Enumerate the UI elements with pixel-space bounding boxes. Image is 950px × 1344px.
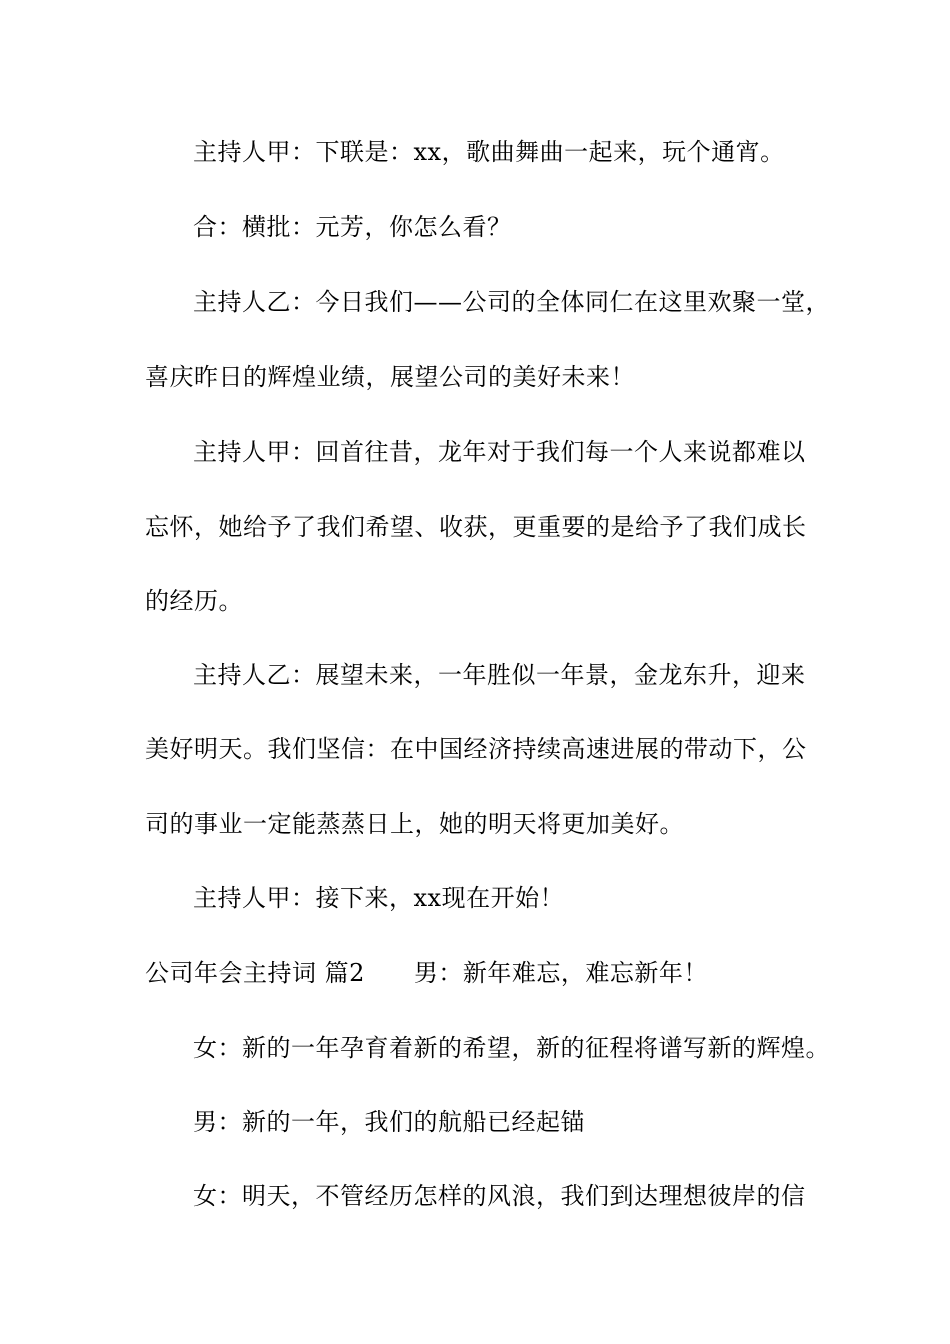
text-line-5: 主持人甲：回首往昔，龙年对于我们每一个人来说都难以 <box>193 438 806 466</box>
text-line-3: 主持人乙：今日我们——公司的全体同仁在这里欢聚一堂， <box>193 288 830 316</box>
text-line-6: 忘怀，她给予了我们希望、收获，更重要的是给予了我们成长 <box>145 513 807 541</box>
text-line-2: 合：横批：元芳，你怎么看？ <box>193 213 512 241</box>
text-line-11: 主持人甲：接下来，xx现在开始！ <box>193 884 565 912</box>
text-line-1: 主持人甲：下联是：xx，歌曲舞曲一起来，玩个通宵。 <box>193 138 785 166</box>
text-line-14: 男：新的一年，我们的航船已经起锚 <box>193 1108 585 1136</box>
text-line-15: 女：明天，不管经历怎样的风浪，我们到达理想彼岸的信 <box>193 1182 806 1210</box>
text-line-10: 司的事业一定能蒸蒸日上，她的明天将更加美好。 <box>145 810 684 838</box>
text-line-4: 喜庆昨日的辉煌业绩，展望公司的美好未来！ <box>145 363 635 391</box>
text-line-9: 美好明天。我们坚信：在中国经济持续高速进展的带动下，公 <box>145 735 807 763</box>
text-line-7: 的经历。 <box>145 587 243 615</box>
text-line-13: 女：新的一年孕育着新的希望，新的征程将谱写新的辉煌。 <box>193 1034 830 1062</box>
section-heading-line: 公司年会主持词 篇2 男：新年难忘，难忘新年！ <box>145 959 708 987</box>
text-line-8: 主持人乙：展望未来，一年胜似一年景，金龙东升，迎来 <box>193 661 806 689</box>
